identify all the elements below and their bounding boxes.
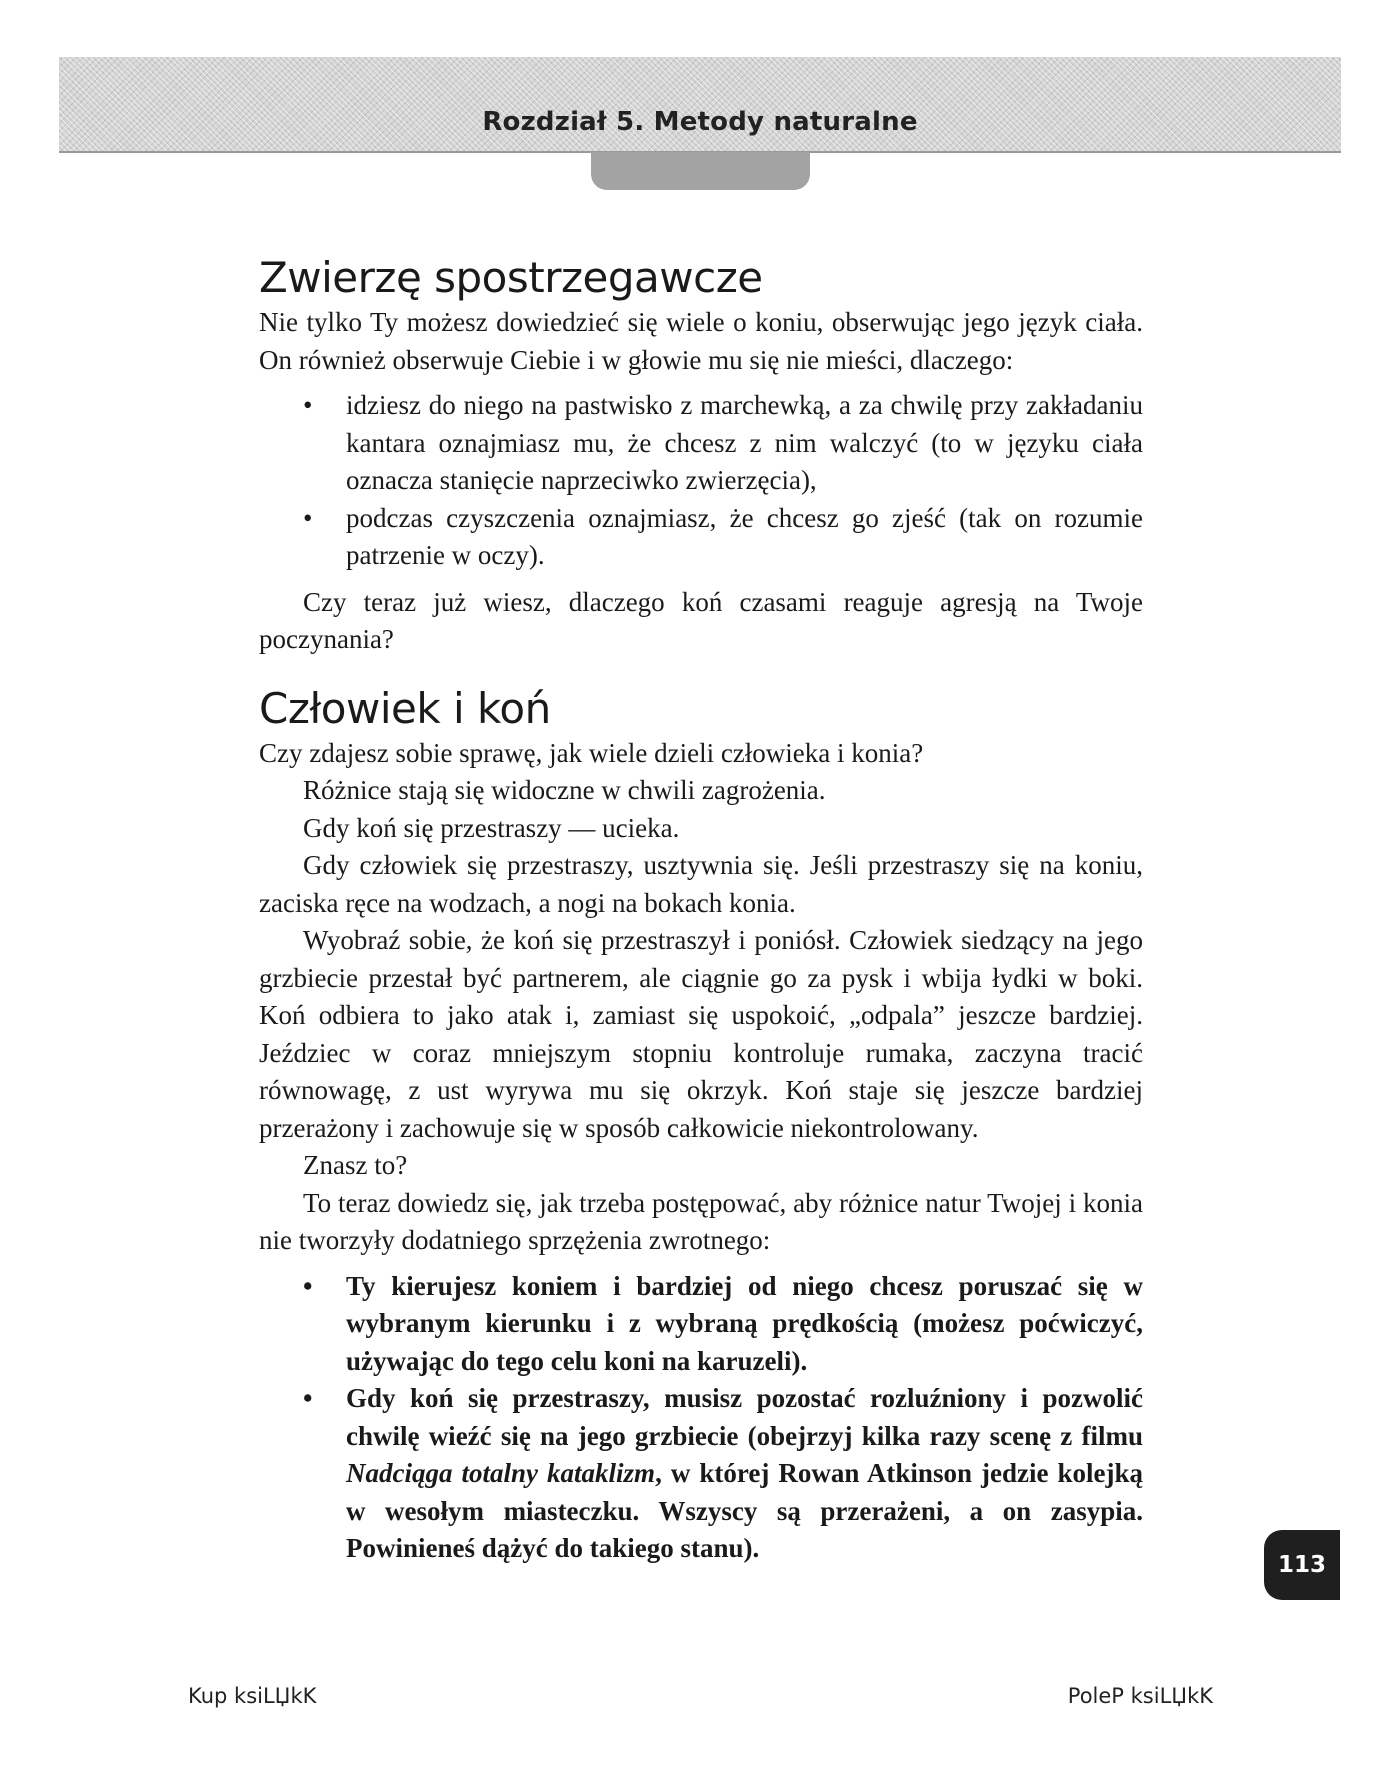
paragraph: Wyobraź sobie, że koń się przestraszył i poniósł. Człowiek siedzący na jego grzbiecie przestał być partnerem, ale ciągnie go za pysk i wbija łydki w boki. Koń odbiera to jako atak i, zamiast się uspokoić, „odpala” jeszcze bardziej. Jeździec w coraz mniejszym stopniu kontroluje rumaka, zaczyna tracić równowagę, z ust wyrywa mu się okrzyk. Koń staje się jeszcze bardziej przerażony i zachowuje się w sposób całkowicie niekontrolowany. (259, 925, 1143, 1143)
footer-recommend-book: PoleP ksiLЏkK (1067, 1684, 1213, 1708)
chapter-header-band (59, 57, 1341, 153)
list-item-text: , w której Rowan Atkinson jedzie kolejką w wesołym miasteczku. Wszyscy są przerażeni, a on zasypia. Powinieneś dążyć do takiego stanu). (346, 1458, 1143, 1563)
list-item: • Ty kierujesz koniem i bardziej od niego chcesz poruszać się w wybranym kierunku i z wybraną prędkością (możesz poćwiczyć, używając do tego celu koni na karuzeli). (346, 1268, 1143, 1381)
page-content (259, 252, 1143, 1577)
film-title: Nadciąga totalny kataklizm (346, 1458, 656, 1488)
bold-bullet-list (259, 1268, 1143, 1568)
section-title-observant-animal: Zwierzę spostrzegawcze (259, 253, 763, 302)
paragraph: Czy zdajesz sobie sprawę, jak wiele dzieli człowieka i konia? (259, 737, 924, 768)
list-item (346, 1380, 1143, 1568)
section-title-human-and-horse: Człowiek i koń (259, 683, 551, 733)
paragraph: Znasz to? (303, 1150, 408, 1180)
list-item: • podczas czyszczenia oznajmiasz, że chcesz go zjeść (tak on rozumie patrzenie w oczy). (346, 500, 1143, 575)
footer-buy-book: Kup ksiLЏkK (188, 1684, 317, 1708)
paragraph: Gdy koń się przestraszy — ucieka. (303, 812, 680, 843)
paragraph: Nie tylko Ty możesz dowiedzieć się wiele o koniu, obserwując jego język ciała. On również obserwuje Ciebie i w głowie mu się nie mieści, dlaczego: (259, 307, 1143, 375)
list-item-text: Gdy koń się przestraszy, musisz pozostać rozluźniony i pozwolić chwilę wieźć się na jego grzbiecie (obejrzyj kilka razy scenę z filmu (346, 1383, 1143, 1451)
bullet-list (259, 387, 1143, 575)
paragraph: Różnice stają się widoczne w chwili zagrożenia. (303, 775, 826, 805)
page-number-badge: 113 (1264, 1530, 1340, 1600)
chapter-title: Rozdział 5. Metody naturalne (482, 107, 918, 137)
chapter-header-tab (591, 152, 810, 190)
paragraph: To teraz dowiedz się, jak trzeba postępować, aby różnice natur Twojej i konia nie tworzyły dodatniego sprzężenia zwrotnego: (259, 1187, 1143, 1255)
paragraph: Gdy człowiek się przestraszy, usztywnia się. Jeśli przestraszy się na koniu, zaciska ręce na wodzach, a nogi na bokach konia. (259, 850, 1143, 918)
list-item: • idziesz do niego na pastwisko z marchewką, a za chwilę przy zakładaniu kantara oznajmiasz mu, że chcesz z nim walczyć (to w języku ciała oznacza stanięcie naprzeciwko zwierzęcia), (346, 387, 1143, 500)
paragraph: Czy teraz już wiesz, dlaczego koń czasami reaguje agresją na Twoje poczynania? (259, 586, 1143, 654)
